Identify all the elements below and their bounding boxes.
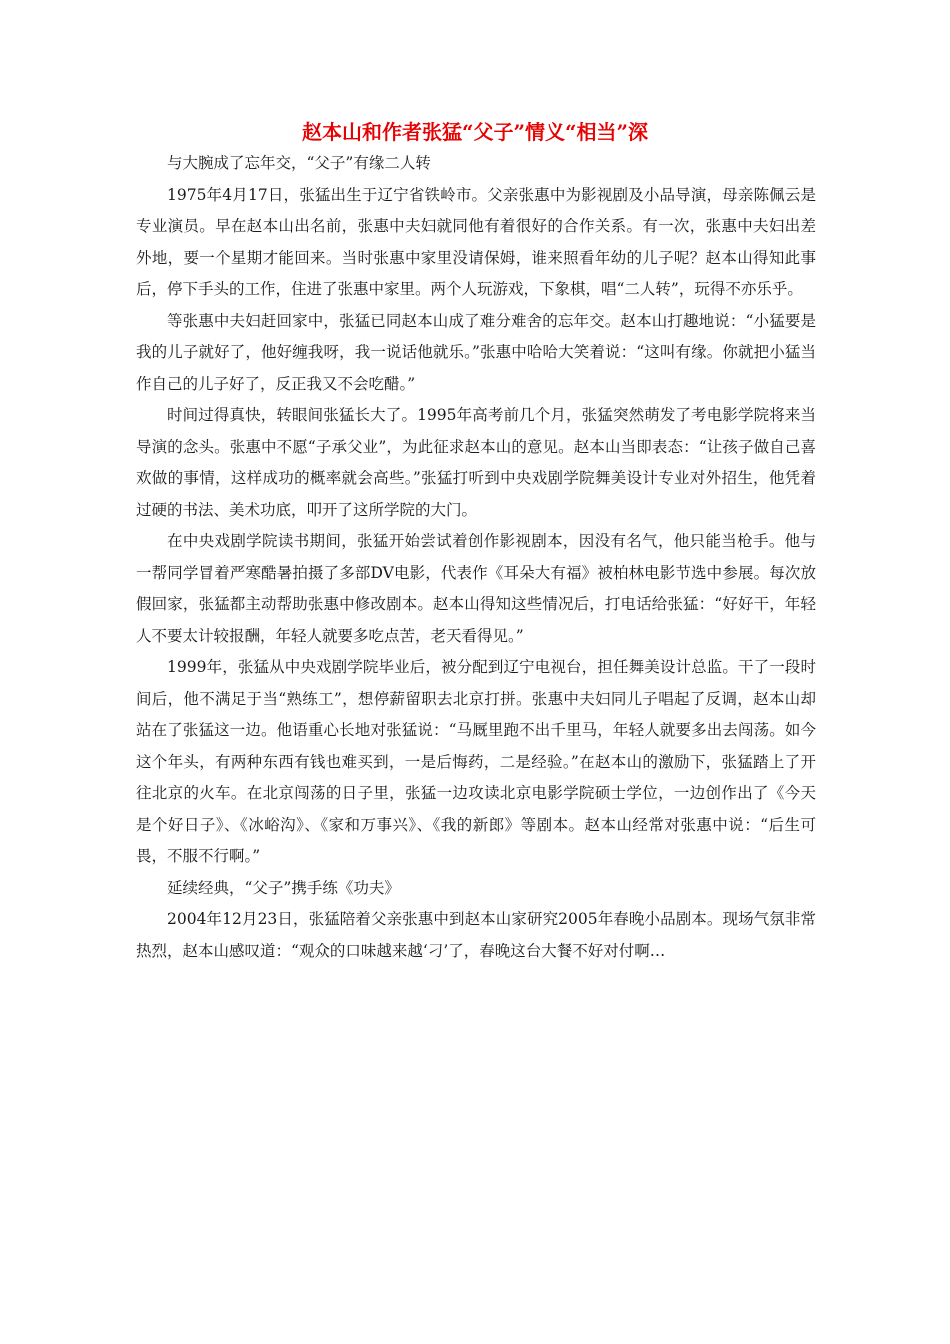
document-title: 赵本山和作者张猛“父子”情义“相当”深 [301, 120, 648, 144]
section-heading-1: 与大腕成了忘年交，“父子”有缘二人转 [167, 154, 431, 172]
document-body [136, 148, 816, 967]
paragraph-2: 等张惠中夫妇赶回家中，张猛已同赵本山成了难分难舍的忘年交。赵本山打趣地说：“小猛要是我的儿子就好了，他好缠我呀，我一说话他就乐。”张惠中哈哈大笑着说：“这叫有缘。你就把小猛当作自己的儿子好了，反正我又不会吃醋。” [136, 311, 816, 393]
paragraph-6: 2004年12月23日，张猛陪着父亲张惠中到赵本山家研究2005年春晚小品剧本。现场气氛非常热烈，赵本山感叹道：“观众的口味越来越‘刁’了，春晚这台大餐不好对付啊… [136, 910, 816, 960]
paragraph-5: 1999年，张猛从中央戏剧学院毕业后，被分配到辽宁电视台，担任舞美设计总监。干了一段时间后，他不满足于当“熟练工”，想停薪留职去北京打拼。张惠中夫妇同儿子唱起了反调，赵本山却站在了张猛这一边。他语重心长地对张猛说：“马厩里跑不出千里马，年轻人就要多出去闯荡。如今这个年头，有两种东西有钱也难买到，一是后悔药，二是经验。”在赵本山的激励下，张猛踏上了开往北京的火车。在北京闯荡的日子里，张猛一边攻读北京电影学院硕士学位，一边创作出了《今天是个好日子》、《冰峪沟》、《家和万事兴》、《我的新郎》等剧本。赵本山经常对张惠中说：“后生可畏，不服不行啊。” [136, 658, 816, 865]
paragraph-3: 时间过得真快，转眼间张猛长大了。1995年高考前几个月，张猛突然萌发了考电影学院将来当导演的念头。张惠中不愿“子承父业”，为此征求赵本山的意见。赵本山当即表态：“让孩子做自己喜欢做的事情，这样成功的概率就会高些。”张猛打听到中央戏剧学院舞美设计专业对外招生，他凭着过硬的书法、美术功底，叩开了这所学院的大门。 [136, 406, 816, 519]
paragraph-1: 1975年4月17日，张猛出生于辽宁省铁岭市。父亲张惠中为影视剧及小品导演，母亲陈佩云是专业演员。早在赵本山出名前，张惠中夫妇就同他有着很好的合作关系。有一次，张惠中夫妇出差外地，要一个星期才能回来。当时张惠中家里没请保姆，谁来照看年幼的儿子呢？赵本山得知此事后，停下手头的工作，住进了张惠中家里。两个人玩游戏，下象棋，唱“二人转”，玩得不亦乐乎。 [136, 185, 816, 298]
paragraph-4: 在中央戏剧学院读书期间，张猛开始尝试着创作影视剧本，因没有名气，他只能当枪手。他与一帮同学冒着严寒酷暑拍摄了多部DV电影，代表作《耳朵大有福》被柏林电影节选中参展。每次放假回家，张猛都主动帮助张惠中修改剧本。赵本山得知这些情况后，打电话给张猛：“好好干，年轻人不要太计较报酬，年轻人就要多吃点苦，老天看得见。” [136, 532, 816, 645]
section-heading-2: 延续经典，“父子”携手练《功夫》 [167, 878, 400, 897]
